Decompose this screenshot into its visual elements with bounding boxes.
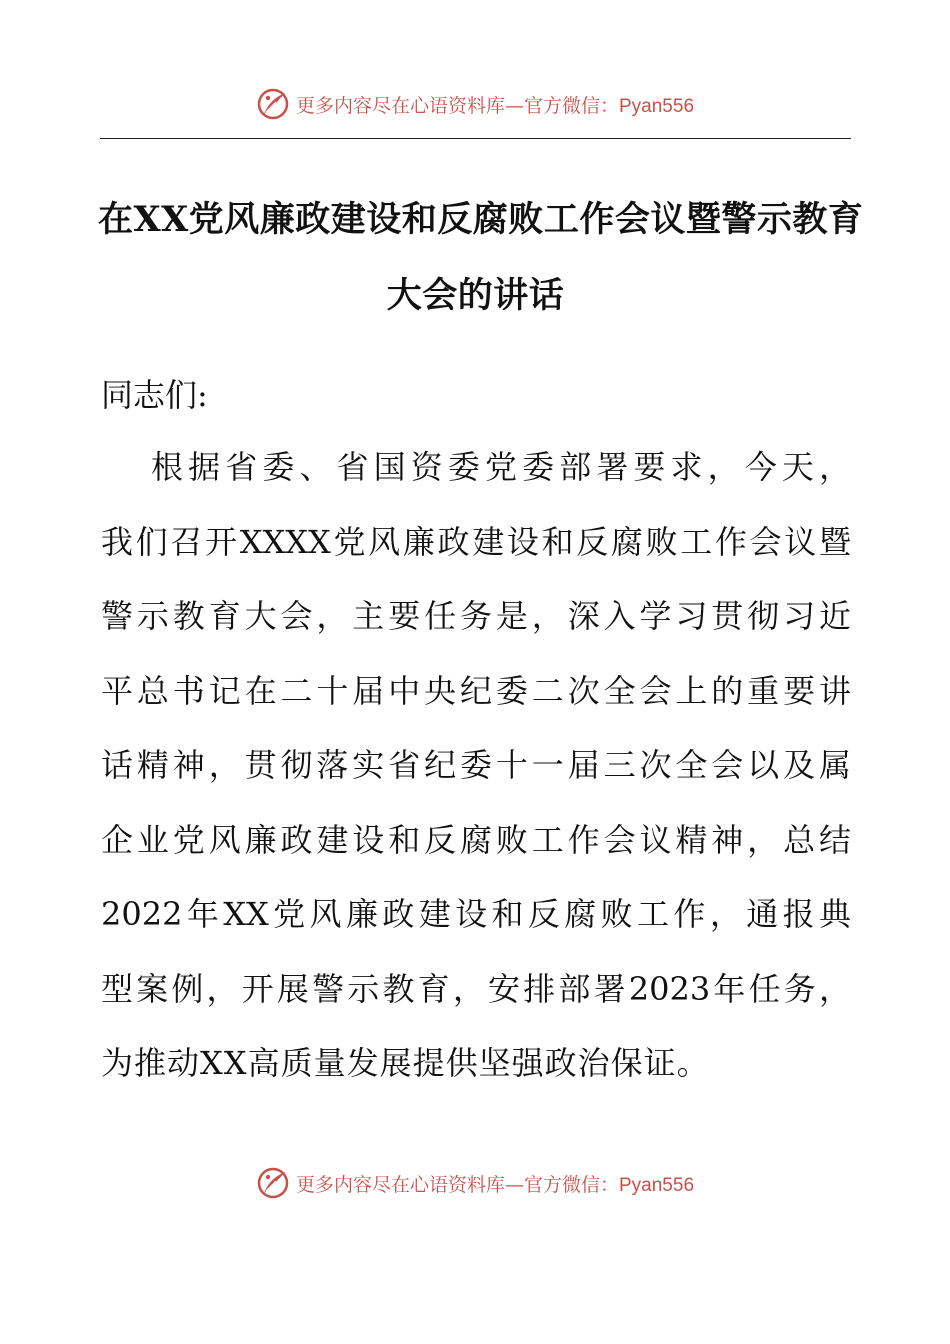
greeting: 同志们:: [101, 376, 208, 414]
watermark-text: 更多内容尽在心语资料库—官方微信：Pyan556: [295, 94, 695, 117]
body-line: 我们召开XXXX党风廉政建设和反腐败工作会议暨: [101, 522, 851, 561]
body-line: 话精神，贯彻落实省纪委十一届三次全会以及属: [101, 746, 851, 784]
title-line: 大会的讲话: [386, 275, 565, 316]
footer-watermark: [0, 1163, 950, 1203]
quill-logo-icon: [256, 1166, 290, 1200]
body-line: 为推动XX高质量发展提供坚强政治保证。: [101, 1044, 710, 1082]
body-line: 平总书记在二十届中央纪委二次全会上的重要讲: [101, 671, 851, 710]
header-rule: [100, 138, 851, 139]
body-line: 根据省委、省国资委党委部署要求，今天，: [151, 448, 851, 486]
body-line: 警示教育大会，主要任务是，深入学习贯彻习近: [101, 597, 851, 635]
watermark-text: 更多内容尽在心语资料库—官方微信：Pyan556: [295, 1173, 695, 1196]
body-paragraph: [101, 430, 851, 1101]
document-title: [98, 182, 864, 334]
title-line: 在XX党风廉政建设和反腐败工作会议暨警示教育: [98, 199, 864, 240]
body-line: 型案例，开展警示教育，安排部署2023年任务，: [101, 969, 851, 1008]
body-line: 企业党风廉政建设和反腐败工作会议精神，总结: [101, 820, 851, 859]
header-watermark: [0, 84, 950, 124]
quill-logo-icon: [256, 87, 290, 121]
body-line: 2022年XX党风廉政建设和反腐败工作，通报典: [101, 895, 851, 933]
